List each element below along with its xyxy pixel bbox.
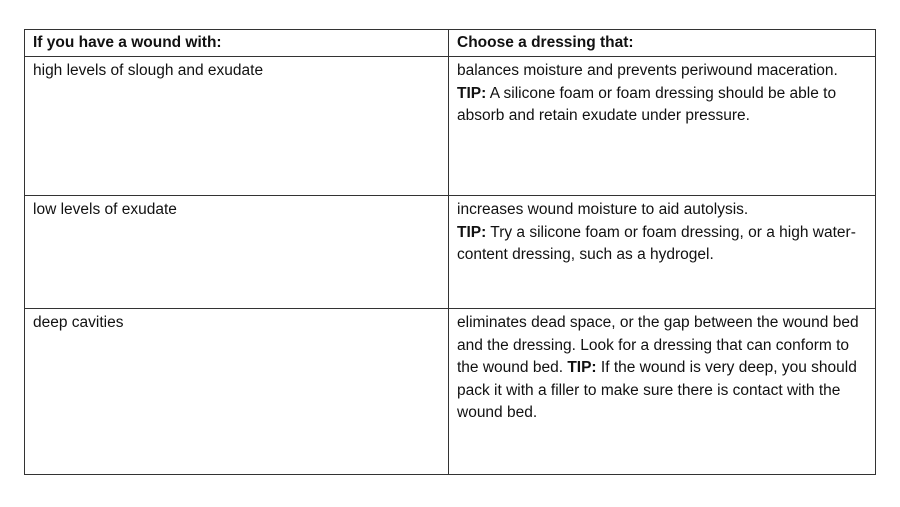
advice-tip: [457, 222, 867, 267]
advice-lead: increases wound moisture to aid autolysis.: [457, 201, 749, 218]
advice-lead: eliminates dead space, or the gap between the wound bed and the dressing. Look for a dressing that can conform to the wound bed.: [457, 314, 859, 376]
tip-text: If the wound is very deep, you should pack it with a filler to make sure there is contact with the wound bed.: [457, 359, 857, 421]
table-header-row: [25, 30, 876, 57]
wound-condition-cell: high levels of slough and exudate: [25, 57, 449, 196]
table-row: [25, 309, 876, 475]
table-row: [25, 57, 876, 196]
header-dressing: Choose a dressing that:: [449, 30, 876, 57]
header-wound: If you have a wound with:: [25, 30, 449, 57]
tip-label: TIP:: [567, 359, 597, 376]
dressing-advice-cell: [449, 57, 876, 196]
tip-label: TIP:: [457, 223, 487, 241]
tip-text: A silicone foam or foam dressing should be able to absorb and retain exudate under pressure.: [457, 84, 837, 124]
advice-tip: [457, 83, 867, 128]
tip-text: Try a silicone foam or foam dressing, or a high water-content dressing, such as a hydrogel.: [457, 223, 856, 263]
wound-condition-cell: low levels of exudate: [25, 196, 449, 309]
wound-dressing-table: [24, 29, 876, 475]
table-row: [25, 196, 876, 309]
tip-label: TIP:: [457, 84, 487, 102]
dressing-advice-cell: [449, 196, 876, 309]
wound-condition-cell: deep cavities: [25, 309, 449, 475]
dressing-advice-cell: [449, 309, 876, 475]
advice-lead: balances moisture and prevents periwound maceration.: [457, 62, 838, 79]
